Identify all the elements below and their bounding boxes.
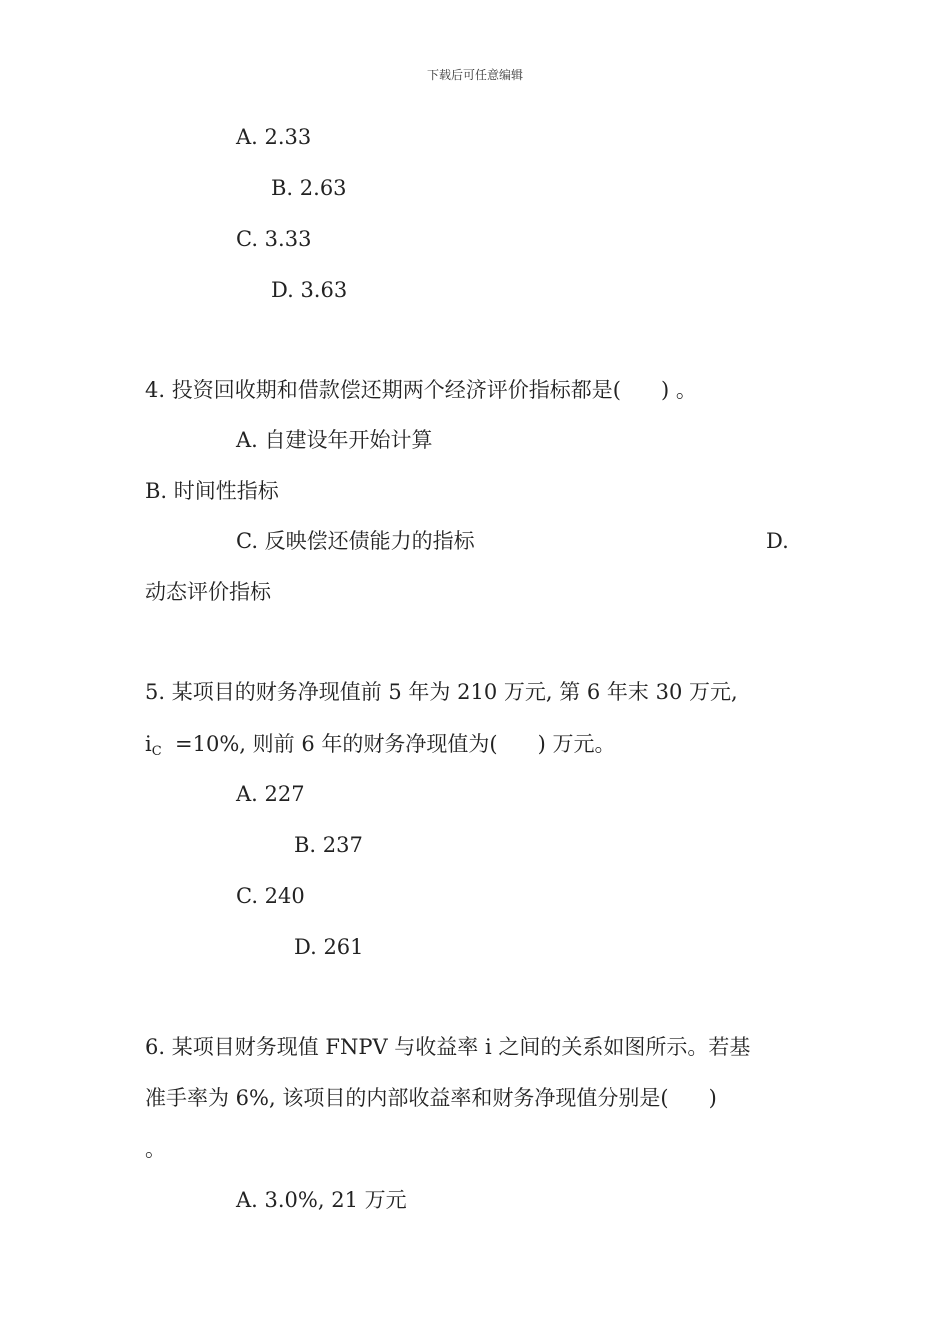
q4-stem: 4. 投资回收期和借款偿还期两个经济评价指标都是( ) 。 [145, 378, 697, 402]
q4-option-d-text: 动态评价指标 [145, 580, 271, 604]
q4-option-a: A. 自建设年开始计算 [236, 428, 433, 452]
page-header: 下载后可任意编辑 [426, 68, 523, 82]
q6-stem-line1: 6. 某项目财务现值 FNPV 与收益率 i 之间的关系如图所示。若基 [145, 1035, 751, 1059]
q3-option-b: B. 2.63 [271, 176, 347, 200]
q6-option-a: A. 3.0%, 21 万元 [236, 1188, 407, 1212]
q5-option-d: D. 261 [294, 935, 364, 959]
q4-option-d-label: D. [766, 529, 789, 553]
q6-stem-line2: 准手率为 6%, 该项目的内部收益率和财务净现值分别是( ) [145, 1086, 717, 1110]
q5-ic-subscript: C [151, 744, 162, 759]
q4-option-c: C. 反映偿还债能力的指标 [236, 529, 475, 553]
q5-stem-line2-text: =10%, 则前 6 年的财务净现值为( ) 万元。 [161, 732, 616, 756]
q5-ic-symbol: i [145, 732, 152, 756]
q5-option-b: B. 237 [294, 833, 363, 857]
q3-option-c: C. 3.33 [236, 227, 312, 251]
q5-option-c: C. 240 [236, 884, 305, 908]
q5-option-a: A. 227 [236, 782, 305, 806]
q4-option-b: B. 时间性指标 [145, 479, 279, 503]
q5-stem-line1: 5. 某项目的财务净现值前 5 年为 210 万元, 第 6 年末 30 万元, [145, 680, 738, 704]
q3-option-d: D. 3.63 [271, 278, 348, 302]
q5-stem-line2 [145, 731, 615, 761]
q6-stem-line3: 。 [145, 1137, 166, 1161]
q3-option-a: A. 2.33 [236, 125, 312, 149]
